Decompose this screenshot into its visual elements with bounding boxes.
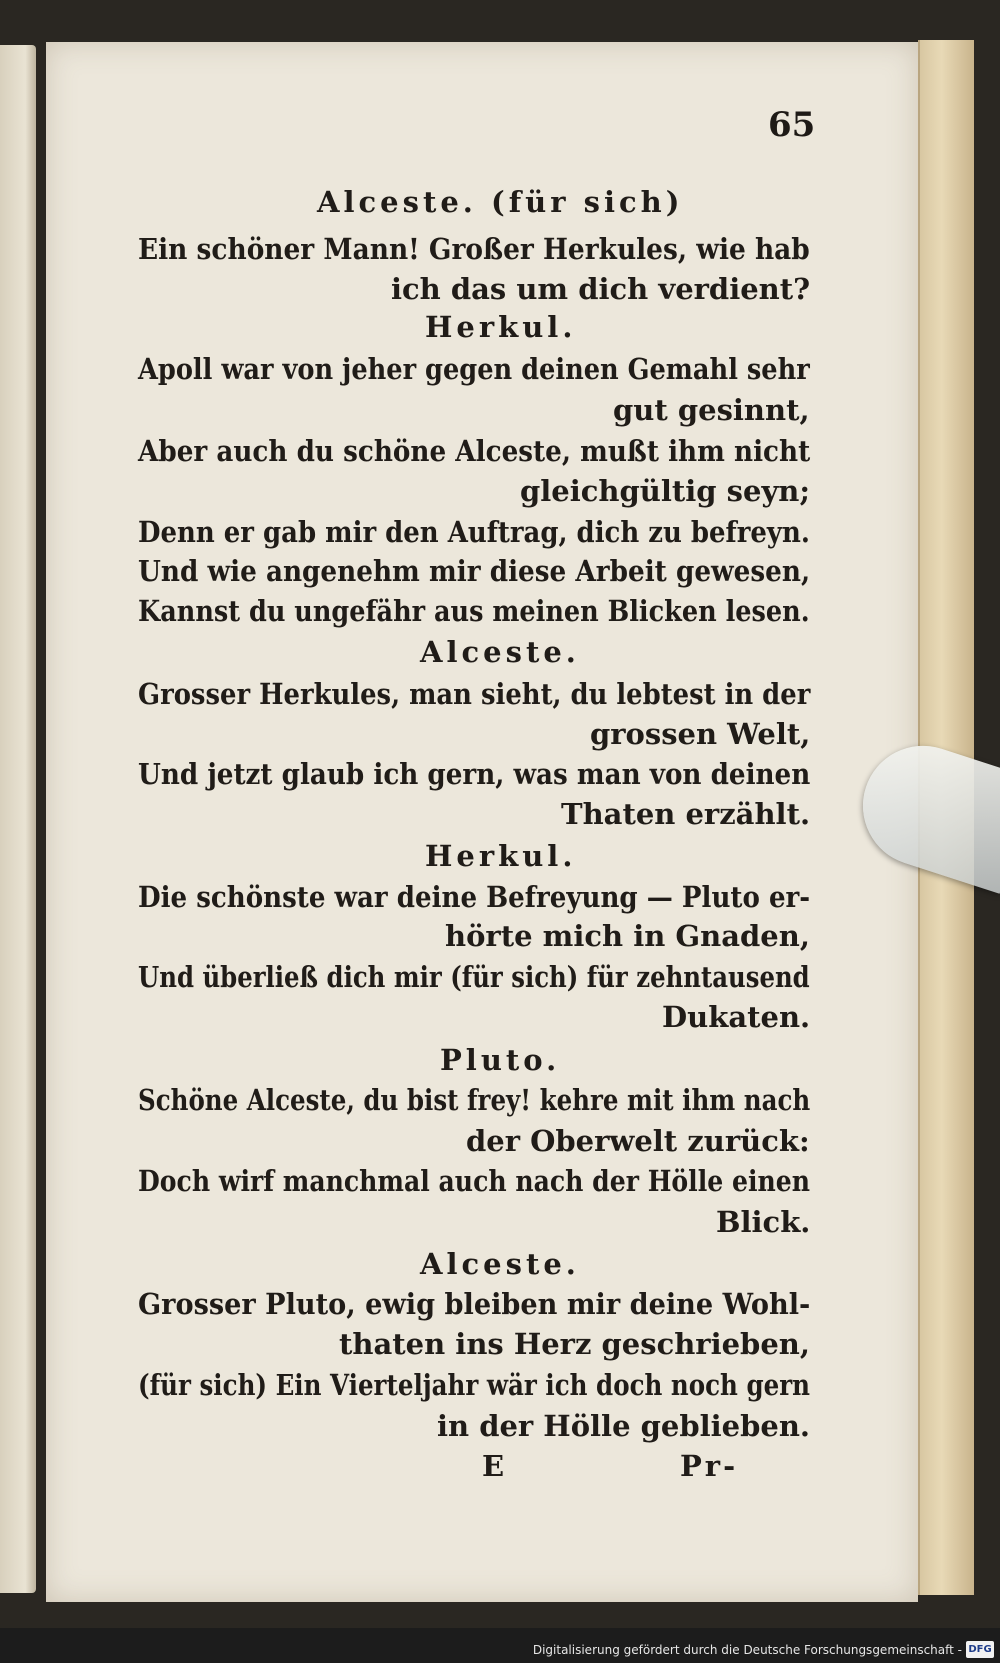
verse-line: Grosser Herkules, man sieht, du lebtest in der (138, 677, 811, 711)
verse-line: grossen Welt, (590, 717, 811, 751)
verse-line: in der Hölle geblieben. (437, 1409, 811, 1443)
verse-line: Aber auch du schöne Alceste, mußt ihm nicht (138, 434, 811, 468)
verse-line: der Oberwelt zurück: (466, 1124, 810, 1158)
verse-line: gleichgültig seyn; (520, 474, 811, 508)
verse-line: Und wie angenehm mir diese Arbeit gewesen, (138, 554, 811, 588)
dfg-logo: DFG (966, 1641, 994, 1658)
verse-line: Apoll war von jeher gegen deinen Gemahl sehr (138, 352, 810, 386)
verse-line: Und jetzt glaub ich gern, was man von deinen (138, 757, 811, 791)
verse-line: (für sich) Ein Vierteljahr wär ich doch noch gern (138, 1368, 811, 1402)
verse-line: Ein schöner Mann! Großer Herkules, wie hab (138, 232, 810, 266)
verse-line: Und überließ dich mir (für sich) für zehntausend (138, 960, 810, 994)
speaker-name: Alceste. (420, 1247, 580, 1281)
verse-line: thaten ins Herz geschrieben, (339, 1327, 810, 1361)
facing-page-edge (0, 45, 36, 1593)
verse-line: Blick. (716, 1205, 811, 1239)
verse-line: hörte mich in Gnaden, (445, 919, 810, 953)
digitization-credit: Digitalisierung gefördert durch die Deutsche Forschungsgemeinschaft - (532, 1643, 962, 1657)
verse-line: Kannst du ungefähr aus meinen Blicken lesen. (138, 594, 810, 628)
speaker-name: Herkul. (425, 839, 577, 873)
verse-line: Schöne Alceste, du bist frey! kehre mit ihm nach (138, 1083, 811, 1117)
verse-line: Denn er gab mir den Auftrag, dich zu befreyn. (138, 515, 810, 549)
page-number: 65 (768, 105, 816, 145)
verse-line: Doch wirf manchmal auch nach der Hölle einen (138, 1164, 810, 1198)
verse-line: Dukaten. (662, 1000, 811, 1034)
speaker-name: Alceste. (für sich) (317, 185, 684, 219)
verse-line: Die schönste war deine Befreyung — Pluto er- (138, 880, 811, 914)
speaker-name: Herkul. (425, 310, 577, 344)
signature-mark: E (482, 1449, 505, 1483)
verse-line: Thaten erzählt. (561, 797, 811, 831)
speaker-name: Alceste. (420, 635, 580, 669)
verse-line: ich das um dich verdient? (391, 272, 811, 306)
verse-line: Grosser Pluto, ewig bleiben mir deine Wohl- (138, 1287, 811, 1321)
speaker-name: Pluto. (440, 1043, 561, 1077)
catchword: Pr- (680, 1449, 739, 1483)
verse-line: gut gesinnt, (613, 393, 810, 427)
